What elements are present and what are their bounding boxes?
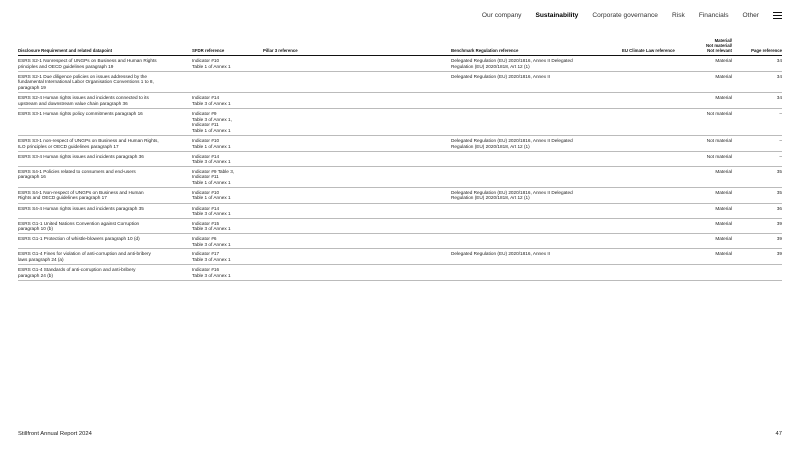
cell-sfdr: Indicator #15 Table 3 of Annex 1 xyxy=(192,220,231,232)
cell-sfdr: Indicator #10 Table 1 of Annex 1 xyxy=(192,189,231,201)
header-datapoint: Disclosure Requirement and related datapoint xyxy=(18,47,113,53)
cell-page: – xyxy=(779,137,782,143)
table-row xyxy=(18,56,782,72)
cell-material: Material xyxy=(715,95,732,101)
hamburger-icon[interactable] xyxy=(773,12,782,19)
cell-page: 39 xyxy=(776,251,782,257)
cell-material: Material xyxy=(715,205,732,211)
top-navigation xyxy=(468,12,782,19)
cell-datapoint: ESRS G1-4 Standards of anti-corruption and anti-bribery paragraph 24 (b) xyxy=(18,267,136,278)
cell-benchmark: Delegated Regulation (EU) 2020/1816, Annex II xyxy=(451,73,551,79)
table-header xyxy=(18,36,782,56)
table-row xyxy=(18,204,782,219)
cell-page: 34 xyxy=(776,95,782,101)
cell-material: Material xyxy=(715,220,732,226)
cell-sfdr: Indicator #16 Table 3 of Annex 1 xyxy=(192,267,231,278)
cell-material: Material xyxy=(715,251,732,257)
cell-sfdr: Indicator #14 Table 3 of Annex 1 xyxy=(192,205,231,217)
cell-sfdr: Indicator #10 Table 1 of Annex 1 xyxy=(192,137,231,149)
cell-page: 35 xyxy=(776,189,782,195)
cell-material: Not material xyxy=(706,137,732,143)
header-pillar3: Pillar 3 reference xyxy=(263,47,298,53)
cell-page: 35 xyxy=(776,168,782,174)
nav-corporate-governance[interactable]: Corporate governance xyxy=(592,12,658,19)
cell-sfdr: Indicator #10 Table 1 of Annex 1 xyxy=(192,58,231,69)
cell-page: 34 xyxy=(776,58,782,63)
cell-datapoint: ESRS S2-1 Nonrespect of UNGPs on Business and Human Rights principles and OECD guidelines paragraph 19 xyxy=(18,58,157,69)
table-row xyxy=(18,249,782,265)
nav-other[interactable]: Other xyxy=(742,12,759,19)
cell-material: Not material xyxy=(706,153,732,159)
header-material: Material/ Not material/ Not relevant xyxy=(705,37,732,53)
cell-material: Material xyxy=(715,236,732,242)
cell-datapoint: ESRS S3-1 non-respect of UNGPs on Business and Human Rights, ILO principles or OECD guidelines paragraph 17 xyxy=(18,137,159,149)
table-row xyxy=(18,188,782,204)
table-row xyxy=(18,152,782,167)
nav-financials[interactable]: Financials xyxy=(698,12,729,19)
cell-material: Material xyxy=(715,73,732,79)
table-row xyxy=(18,109,782,136)
table-row xyxy=(18,72,782,93)
cell-page: – xyxy=(779,110,782,116)
cell-sfdr: Indicator #14 Table 3 of Annex 1 xyxy=(192,153,231,165)
nav-risk[interactable]: Risk xyxy=(671,12,685,19)
table-row xyxy=(18,234,782,249)
cell-datapoint: ESRS S3-4 Human rights issues and incidents paragraph 36 xyxy=(18,153,144,159)
header-sfdr: SFDR reference xyxy=(192,47,225,53)
table-row xyxy=(18,93,782,109)
table-row xyxy=(18,219,782,235)
cell-datapoint: ESRS S4-4 Human rights issues and incidents paragraph 35 xyxy=(18,205,144,211)
cell-datapoint: ESRS S3-1 Human rights policy commitments paragraph 16 xyxy=(18,110,143,116)
cell-sfdr: Indicator #9 Table 3 of Annex 1, Indicator #11 Table 1 of Annex 1 xyxy=(192,110,232,133)
cell-datapoint: ESRS S2-4 Human rights issues and incidents connected to its upstream and downstream value chain paragraph 36 xyxy=(18,95,149,106)
report-title: Stillfront Annual Report 2024 xyxy=(18,431,92,437)
cell-sfdr: Indicator #17 Table 3 of Annex 1 xyxy=(192,251,231,262)
table-body xyxy=(18,56,782,281)
cell-material: Not material xyxy=(706,110,732,116)
header-benchmark: Benchmark Regulation reference xyxy=(451,47,519,53)
nav-our-company[interactable]: Our company xyxy=(481,12,522,19)
table-row xyxy=(18,167,782,188)
datapoints-table xyxy=(18,36,782,281)
cell-page: 36 xyxy=(776,205,782,211)
cell-page: 34 xyxy=(776,73,782,79)
cell-datapoint: ESRS S4-1 Policies related to consumers and end-users paragraph 16 xyxy=(18,168,136,180)
cell-sfdr: Indicator #9 Table 3, Indicator #11 Table 1 of Annex 1 xyxy=(192,168,235,186)
header-page: Page reference xyxy=(751,47,782,53)
cell-material: Material xyxy=(715,58,732,63)
header-eu-climate: EU Climate Law reference xyxy=(622,47,675,53)
cell-benchmark: Delegated Regulation (EU) 2020/1816, Annex II Delegated Regulation (EU) 2020/1818, Art 12 (1) xyxy=(451,137,573,149)
cell-benchmark: Delegated Regulation (EU) 2020/1816, Annex II Delegated Regulation (EU) 2020/1818, Art 12 (1) xyxy=(451,58,573,69)
nav-sustainability[interactable]: Sustainability xyxy=(535,12,579,19)
cell-datapoint: ESRS G1-1 Protection of whistle-blowers paragraph 10 (d) xyxy=(18,236,140,242)
cell-page: – xyxy=(779,153,782,159)
table-row xyxy=(18,136,782,152)
cell-benchmark: Delegated Regulation (EU) 2020/1816, Annex II xyxy=(451,251,551,257)
cell-datapoint: ESRS G1-1 United Nations Convention against Corruption paragraph 10 (b) xyxy=(18,220,140,232)
cell-page: 39 xyxy=(776,236,782,242)
cell-material: Material xyxy=(715,168,732,174)
cell-datapoint: ESRS S4-1 Non-respect of UNGPs on Business and Human Rights and OECD guidelines paragraph 17 xyxy=(18,189,144,201)
cell-sfdr: Indicator #6 Table 3 of Annex 1 xyxy=(192,236,231,247)
cell-page: 39 xyxy=(776,220,782,226)
cell-benchmark: Delegated Regulation (EU) 2020/1816, Annex II Delegated Regulation (EU) 2020/1818, Art 12 (1) xyxy=(451,189,573,201)
cell-datapoint: ESRS S2-1 Due diligence policies on issues addressed by the fundamental International Labor Organisation Conventions 1 to 8, paragraph 19 xyxy=(18,73,154,91)
cell-datapoint: ESRS G1-4 Fines for violation of anti-corruption and anti-bribery laws paragraph 24 (a) xyxy=(18,251,151,262)
page-number: 47 xyxy=(775,431,782,437)
cell-sfdr: Indicator #14 Table 3 of Annex 1 xyxy=(192,95,231,106)
table-row xyxy=(18,265,782,281)
cell-material: Material xyxy=(715,189,732,195)
